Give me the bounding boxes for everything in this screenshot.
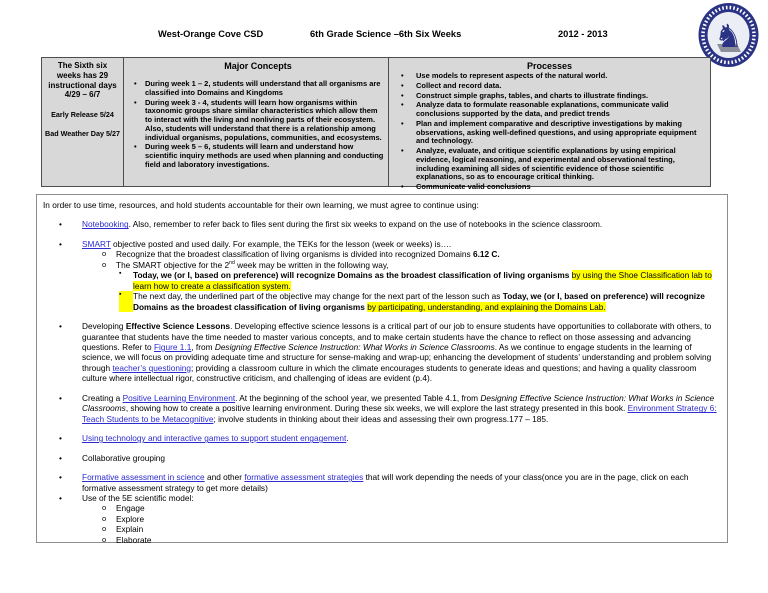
bullet-icon: •	[59, 392, 62, 403]
bullet-icon: •	[59, 492, 62, 503]
circle-bullet-icon: o	[102, 249, 107, 259]
bullet-icon: •	[59, 452, 62, 463]
hyperlink[interactable]: Positive Learning Environment	[122, 392, 236, 403]
circle-bullet-icon: o	[102, 513, 107, 523]
hyperlink[interactable]: Environment Strategy 6: Teach Students to be Metacognitive	[82, 403, 717, 424]
bullet-icon: •	[401, 100, 404, 110]
bullet-icon: •	[401, 80, 404, 90]
hyperlink[interactable]: SMART	[82, 238, 111, 249]
hyperlink[interactable]: Formative assessment in science	[82, 472, 205, 483]
hyperlink[interactable]: Using technology and interactive games to support student engagement	[82, 433, 347, 444]
bullet-icon: •	[59, 238, 62, 249]
bullet-icon: •	[59, 219, 62, 230]
hyperlink[interactable]: formative assessment strategies	[244, 472, 364, 483]
collaborative-grouping-item: • Collaborative grouping	[59, 452, 166, 463]
smart-week2-subitem: o The SMART objective for the 2nd week may be written in the following way,	[102, 259, 389, 270]
notebooking-item: • Notebooking. Also, remember to refer back to files sent during the first six weeks to expand on the use of notebooks in the science classroom.	[59, 219, 603, 230]
hyperlink[interactable]: Notebooking	[82, 219, 129, 230]
effective-lessons-item: • Developing Effective Science Lessons. Developing effective science lessons is a critical part of our job to ensure students have opportunities to collaborate with others, to guarantee that students have the time needed to master various concepts, and to make certain students have the chance to reflect on those assessing and advancing questions. Refer to Figure 1.1, from Designing Effective Science Instruction: What Works in Science Classrooms. As we continue to engage students in the learning of science, we will focus on providing adequate time and structure for sense-making and wrap-up; enhancing the development of students’ understanding and problem solving through teacher’s questioning; providing a classroom culture in which the climate encourages students to generate ideas and questions; and having a quality classroom culture where intellectual rigor, constructive criticism, and challenging of ideas are evident (p.4).	[59, 321, 712, 384]
bullet-icon: •	[134, 142, 137, 152]
circle-bullet-icon: o	[102, 524, 107, 534]
hyperlink[interactable]: Figure 1.1	[153, 341, 192, 352]
recognize-domains-subitem: o Recognize that the broadest classification of living organisms is divided into recognized Domains 6.12 C.	[102, 249, 500, 260]
process-item: • Use models to represent aspects of the natural world.	[397, 72, 702, 81]
next-day-objective-subitem: ▪ The next day, the underlined part of the objective may change for the next part of the lesson such as Today, we (or I, based on preference) will recognize Domains as the broadest classification of living organisms by participating, understanding, and explaining the Domains Lab.	[119, 291, 705, 312]
intro-paragraph: In order to use time, resources, and hold students accountable for their own learning, we must agree to continue using:	[43, 200, 479, 210]
hyperlink[interactable]: teacher’s questioning	[112, 362, 192, 373]
major-concepts-title: Major Concepts	[224, 61, 292, 71]
explain-subitem: o Explain	[102, 524, 144, 535]
bullet-icon: •	[401, 71, 404, 80]
process-item: • Plan and implement comparative and descriptive investigations by making observations, asking well-defined questions, and using appropriate equipment and technology.	[397, 120, 702, 146]
bullet-icon: •	[401, 90, 404, 100]
bullet-icon: •	[401, 146, 404, 156]
square-bullet-icon: ▪	[119, 270, 122, 278]
square-bullet-icon-highlighted: ▪	[119, 291, 133, 312]
explore-subitem: o Explore	[102, 513, 145, 524]
bullet-icon: •	[134, 97, 137, 107]
processes-cell	[389, 58, 710, 192]
formative-assessment-item: • Formative assessment in science and other formative assessment strategies that will work depending the needs of your class(once you are in the page, click on each formative assessment strategy to get more details)	[59, 472, 689, 493]
circle-bullet-icon: o	[102, 534, 107, 544]
smart-objective-item: • SMART objective posted and used daily. For example, the TEKs for the lesson (week or weeks) is….	[59, 238, 452, 249]
process-item: • Analyze data to formulate reasonable explanations, communicate valid conclusions supported by the data, and predict trends	[397, 101, 702, 119]
bullet-icon: •	[401, 118, 404, 128]
concept-item: • During week 3 - 4, students will learn how organisms within taxonomic groups share similar characteristics which allow them to interact with the living and nonliving parts of their ecosystem. Also, students will understand that there is a relationship among individual organisms, populations, communities, and ecosystems.	[134, 97, 382, 142]
bullet-icon: •	[134, 79, 137, 88]
course-title: 6th Grade Science –6th Six Weeks	[310, 29, 462, 39]
school-year: 2012 - 2013	[558, 29, 608, 39]
instructional-days-note: The Sixth six weeks has 29 instructional days 4/29 – 6/7	[48, 61, 117, 100]
five-e-model-item: • Use of the 5E scientific model:	[59, 492, 194, 503]
sidebar-cell	[42, 58, 124, 186]
positive-environment-item: • Creating a Positive Learning Environment. At the beginning of the school year, we presented Table 4.1, from Designing Effective Science Instruction: What Works in Science Classrooms, showing how to create a positive learning environment. During these six weeks, we will explore the last strategy presented in this book. Environment Strategy 6: Teach Students to be Metacognitive; involve students in thinking about their ideas and assessing their own progress.177 – 185.	[59, 392, 717, 424]
engage-subitem: o Engage	[102, 503, 145, 514]
today-objective-subitem: ▪ Today, we (or I, based on preference) will recognize Domains as the broadest classification of living organisms by using the Shoe Classification lab to learn how to create a classification system.	[119, 270, 712, 291]
document-header	[0, 29, 768, 43]
bullet-icon: •	[59, 433, 62, 444]
svg-text:♞: ♞	[714, 17, 743, 55]
process-item: • Collect and record data.	[397, 82, 702, 91]
agreements-panel	[36, 194, 728, 543]
bullet-icon: •	[59, 321, 62, 332]
early-release-note: Early Release 5/24	[51, 110, 114, 119]
technology-games-item: • Using technology and interactive games to support student engagement.	[59, 433, 349, 444]
concept-item: • During week 1 – 2, students will understand that all organisms are classified into Domains and Kingdoms	[134, 79, 381, 97]
district-name: West-Orange Cove CSD	[158, 29, 264, 39]
process-item: • Construct simple graphs, tables, and charts to illustrate findings.	[397, 92, 702, 101]
circle-bullet-icon: o	[102, 259, 107, 269]
bullet-icon: •	[59, 472, 62, 483]
curriculum-table	[41, 57, 711, 192]
bad-weather-note: Bad Weather Day 5/27	[45, 128, 120, 138]
concept-item: • During week 5 – 6, students will learn and understand how scientific inquiry methods are used when planning and conducting field and laboratory investigations.	[134, 142, 384, 169]
process-item: • Analyze, evaluate, and critique scientific explanations by using empirical evidence, logical reasoning, and experimental and observational testing, including examining all sides of scientific evidence of those scientific explanations, so as to encourage critical thinking.	[397, 147, 702, 182]
circle-bullet-icon: o	[102, 503, 107, 513]
processes-title: Processes	[526, 61, 573, 71]
bullet-icon: •	[401, 182, 404, 192]
elaborate-subitem: o Elaborate	[102, 534, 152, 545]
major-concepts-cell	[124, 58, 389, 186]
process-item: • Communicate valid conclusions	[397, 183, 702, 192]
